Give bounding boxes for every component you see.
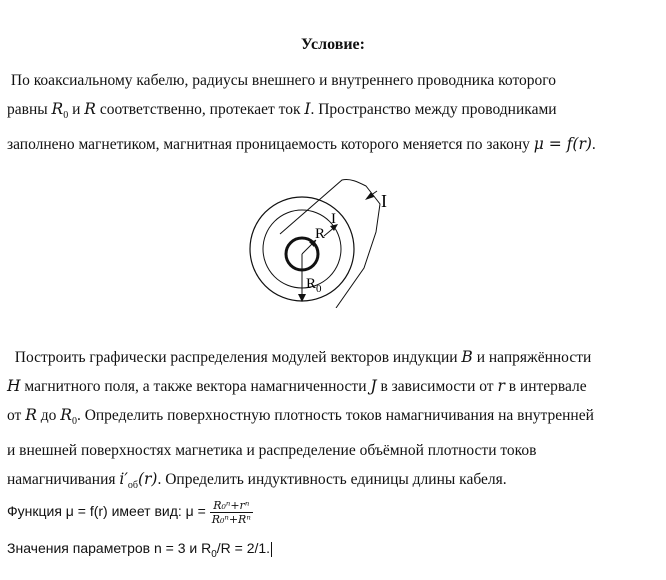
cable-outline bbox=[280, 179, 380, 308]
label-r: R bbox=[315, 226, 326, 242]
text-cursor bbox=[271, 542, 272, 557]
label-i-outer: I bbox=[381, 191, 387, 211]
label-r0: $R_0$ bbox=[306, 276, 322, 295]
formula-fraction: $\frac{\text{R₀ⁿ+rⁿ}}{\text{R₀ⁿ+Rⁿ}}$ bbox=[211, 499, 251, 526]
task-statement: Построить графически распределения модулей векторов индукции B и напряжённости H магнитного поля, а также вектора намагниченности J в зависимости от r в интервале от R до $R_0$. Определить поверхностную плотность токов намагничивания на внутренней и внешней поверхностях магнетика и распределение объёмной плотности токов намагничивания $i'_{об}(r)$. Определить индуктивность единицы длины кабеля. bbox=[7, 348, 594, 492]
problem-statement: По коаксиальному кабелю, радиусы внешнего и внутреннего проводника которого равны $R_0$ и R соответственно, протекает ток I. Пространство между проводниками заполнено магнетиком, магнитная проницаемость которого меняется по закону μ = f(r). bbox=[7, 72, 596, 154]
function-formula: Функция μ = f(r) имеет вид: μ = $\frac{\text{R₀ⁿ+rⁿ}}{\text{R₀ⁿ+Rⁿ}}$ bbox=[7, 499, 251, 526]
page-title: Условие: bbox=[301, 36, 365, 53]
label-i-inner: I bbox=[331, 211, 336, 227]
outer-current-arrow-head bbox=[365, 192, 374, 200]
parameter-values: Значения параметров n = 3 и $R_0/R = 2/1$. bbox=[7, 540, 271, 560]
coaxial-cable-figure bbox=[230, 176, 420, 308]
